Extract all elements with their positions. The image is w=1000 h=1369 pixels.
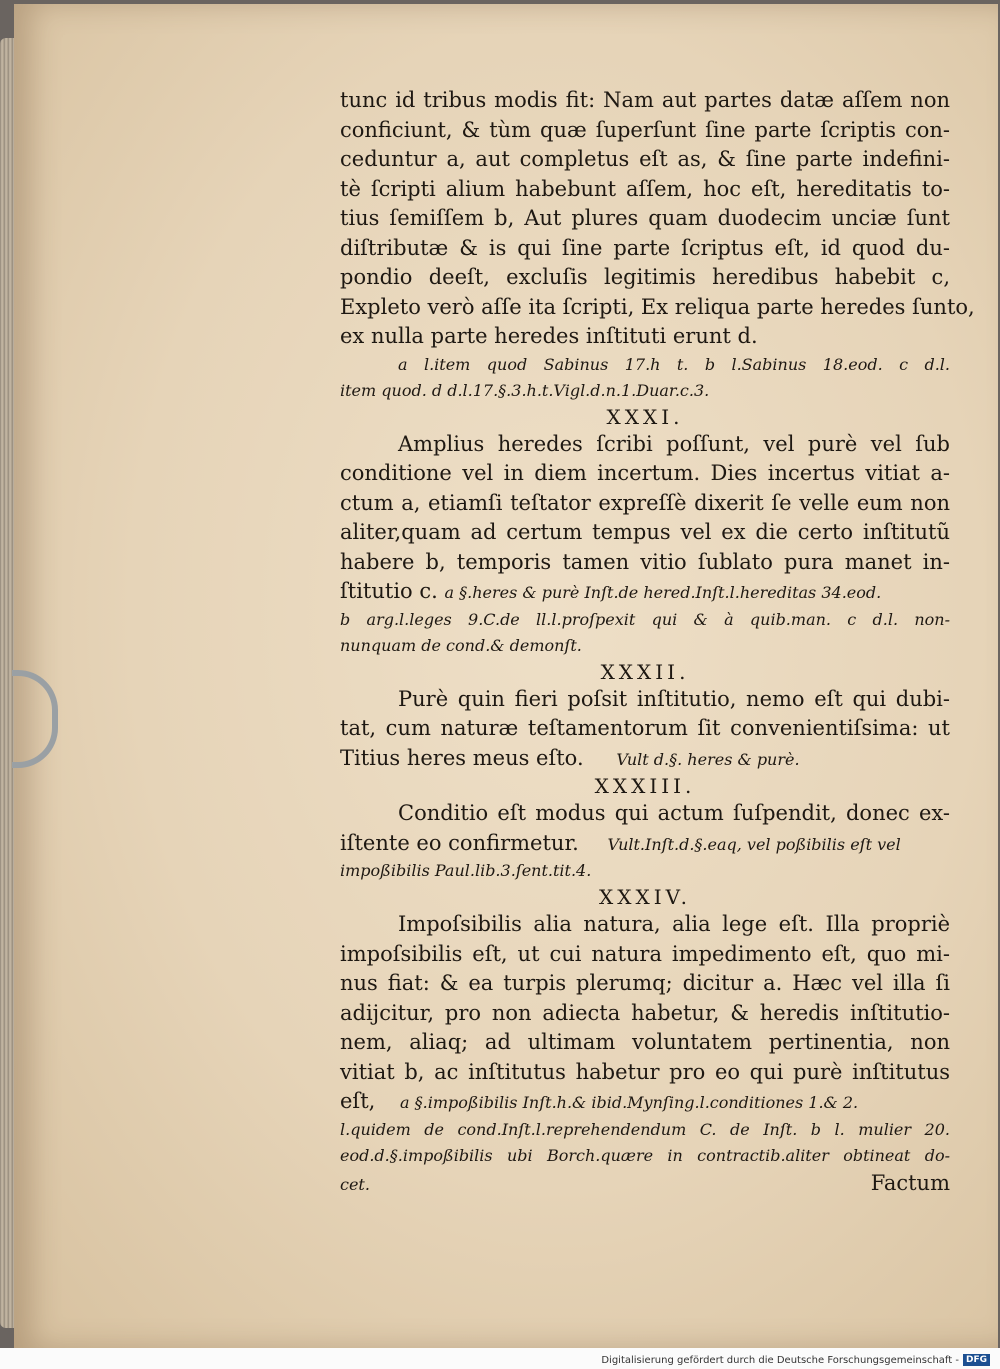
- last-line: [340, 1169, 950, 1200]
- footnote-line: nunquam de cond.& demonſt.: [340, 635, 582, 655]
- section-paragraph: [340, 685, 950, 774]
- text-line: nus fiat: & ea turpis plerumq; dicitur a. Hæc vel illa ſi: [340, 971, 950, 995]
- text-line: diſtributæ & is qui ſine parte ſcriptus eſt, id quod du-: [340, 235, 950, 260]
- text-fragment: eſt,: [340, 1089, 376, 1113]
- section-heading: XXXIII.: [594, 774, 696, 798]
- text-line: Purè quin fieri poſsit inſtitutio, nemo eſt qui dubi-: [398, 686, 950, 711]
- section-heading: XXXI.: [606, 404, 684, 429]
- text-fragment: iſtente eo confirmetur.: [340, 830, 579, 855]
- text-line: Expleto verò aſſe ita ſcripti, Ex reliqua parte heredes ſunto,: [340, 294, 975, 319]
- footnote-line: item quod. d d.l.17.§.3.h.t.Vigl.d.n.1.Duar.c.3.: [340, 380, 710, 400]
- paper-clip: [12, 670, 58, 768]
- section-heading: XXXII.: [600, 659, 690, 684]
- footnote-line: impoßibilis Paul.lib.3.ſent.tit.4.: [340, 861, 592, 880]
- section-heading: XXXIV.: [599, 885, 691, 909]
- text-line: tunc id tribus modis fit: Nam aut partes datæ aſſem non: [340, 88, 950, 112]
- text-line: conditione vel in diem incertum. Dies incertus vitiat a-: [340, 461, 950, 485]
- text-line: nem, aliaq; ad ultimam voluntatem pertinentia, non: [340, 1030, 950, 1054]
- text-line: tius ſemiſſem b, Aut plures quam duodecim unciæ ſunt: [340, 206, 950, 230]
- text-line: ceduntur a, aut completus eſt as, & ſine parte indefini-: [340, 147, 950, 171]
- dfg-logo: DFG: [963, 1354, 990, 1366]
- text-line: tè ſcripti alium habebunt aſſem, hoc eſt, hereditatis to-: [340, 176, 950, 201]
- text-line: ctum a, etiamſi teſtator expreſſè dixerit ſe velle eum non: [340, 490, 950, 515]
- section-paragraph: [340, 910, 950, 1117]
- text-line: pondio deeſt, excluſis legitimis heredibus habebit c,: [340, 265, 950, 289]
- text-line: tat, cum naturæ teſtamentorum ſit convenientiſsima: ut: [340, 716, 950, 740]
- text-line: vitiat b, ac inſtitutus habetur pro eo qui purè inſtitutus: [340, 1059, 950, 1084]
- text-line: Conditio eſt modus qui actum ſuſpendit, donec ex-: [398, 801, 950, 825]
- text-line: aliter,quam ad certum tempus vel ex die certo inſtitutũ: [340, 520, 950, 544]
- text-line: impoſsibilis eſt, ut cui natura impedimento eſt, quo mi-: [340, 941, 950, 966]
- text-line: Amplius heredes ſcribi poſſunt, vel purè vel ſub: [398, 431, 950, 456]
- footnote-inline: a §.heres & purè Inſt.de hered.Inſt.l.hereditas 34.eod.: [444, 583, 882, 602]
- text-line: [340, 744, 950, 774]
- footnote-line: a l.item quod Sabinus 17.h t. b l.Sabinus 18.eod. c d.l.: [398, 354, 950, 374]
- catchword: Factum: [870, 1170, 950, 1195]
- text-line: habere b, temporis tamen vitio ſublato pura manet in-: [340, 549, 950, 574]
- text-fragment: ſtitutio c.: [340, 579, 438, 603]
- text-line: [340, 1087, 950, 1117]
- text-line: ex nulla parte heredes inſtituti erunt d.: [340, 324, 758, 348]
- text-fragment: Titius heres meus eſto.: [340, 745, 584, 770]
- text-line: [340, 829, 950, 859]
- section-paragraph: [340, 430, 950, 607]
- footnote-inline: a §.impoßibilis Inſt.h.& ibid.Mynſing.l.conditiones 1.& 2.: [400, 1093, 859, 1112]
- section-paragraph: [340, 799, 950, 884]
- footnote-inline: Vult.Inſt.d.§.eaq, vel poßibilis eſt vel: [607, 834, 901, 854]
- footnote-line: l.quidem de cond.Inſt.l.reprehendendum C. de Inſt. b l. mulier 20.: [340, 1119, 950, 1139]
- text-line: adijcitur, pro non adiecta habetur, & heredis inſtitutio-: [340, 1000, 950, 1025]
- digitization-footer: [601, 1354, 990, 1366]
- footnotes: [340, 352, 950, 404]
- paragraph-continuation: [340, 86, 975, 352]
- page-text: [340, 86, 975, 1199]
- footnote-line: eod.d.§.impoßibilis ubi Borch.quære in contractib.aliter obtineat do-: [340, 1145, 950, 1165]
- footnotes: [340, 1117, 950, 1169]
- text-line: conficiunt, & tùm quæ ſuperſunt ſine parte ſcriptis con-: [340, 117, 950, 142]
- footer-credit: Digitalisierung gefördert durch die Deutsche Forschungsgemeinschaft -: [601, 1354, 959, 1366]
- footnote-line: b arg.l.leges 9.C.de ll.l.proſpexit qui & à quib.man. c d.l. non-: [340, 609, 950, 629]
- final-fragment: cet.: [340, 1174, 370, 1194]
- footnote-inline: Vult d.§. heres & purè.: [616, 749, 800, 769]
- text-line: [340, 577, 950, 607]
- footnotes: [340, 607, 950, 659]
- text-line: Impoſsibilis alia natura, alia lege eſt. Illa propriè: [398, 912, 950, 936]
